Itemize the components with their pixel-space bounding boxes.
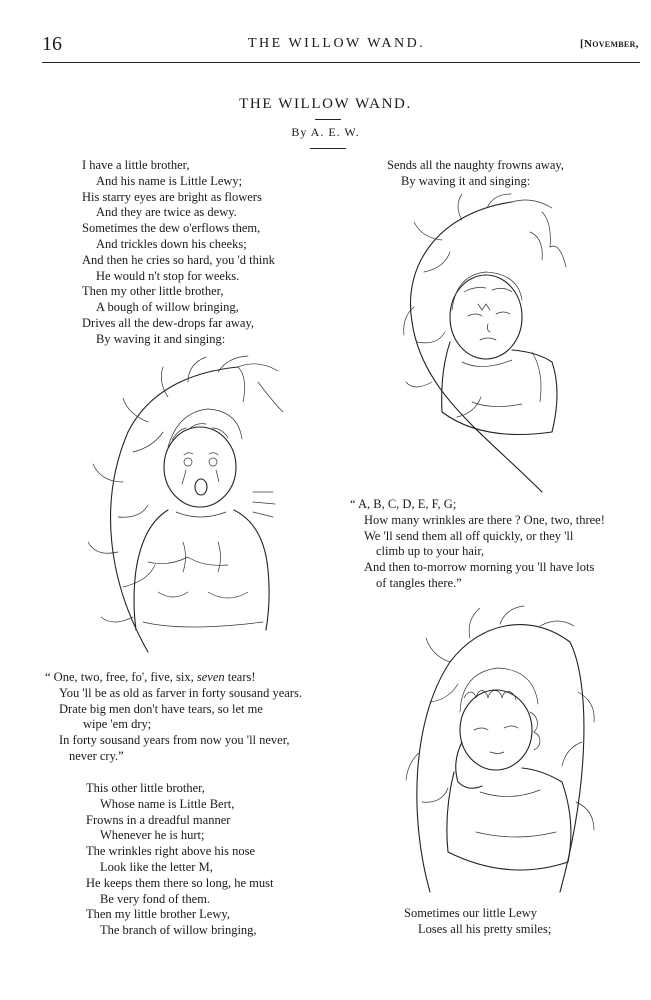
poem-line-text: And then to-morrow morning you 'll have lots [364, 560, 595, 575]
poem-line-text: Loses all his pretty smiles; [418, 921, 552, 936]
poem-line-text: Then my other little brother, [82, 284, 224, 299]
poem-line-text: Sometimes the dew o'erflows them, [82, 221, 261, 236]
poem-line-text: Whenever he is hurt; [100, 828, 205, 843]
emphasis-text: seven [196, 670, 225, 684]
poem-line-text: Sends all the naughty frowns away, [387, 158, 564, 172]
poem-line-text: Drate big men don't have tears, so let me [59, 701, 263, 716]
poem-line [45, 702, 302, 718]
chant-one-two [45, 670, 302, 765]
poem-line-text: Be very fond of them. [100, 891, 211, 906]
poem-line [387, 174, 564, 190]
poem-line-text: In forty sousand years from now you 'll never, [59, 733, 290, 748]
byline: By A. E. W. [291, 125, 360, 139]
poem-line-text: tears! [227, 670, 256, 684]
poem-line [350, 497, 605, 513]
poem-line [82, 316, 275, 332]
poem-line-text: By waving it and singing: [96, 331, 226, 346]
poem-line [82, 174, 275, 190]
poem-line [45, 670, 302, 686]
poem-line-text: How many wrinkles are there ? One, two, three! [364, 512, 605, 527]
poem-line-text: The branch of willow bringing, [100, 923, 257, 938]
poem-line [86, 813, 273, 829]
poem-line [82, 253, 275, 269]
poem-line [82, 221, 275, 237]
poem-line [86, 860, 273, 876]
crying-child-illustration [88, 352, 293, 660]
poem-line-text: Look like the letter M, [100, 859, 213, 874]
poem-line-text: never cry.” [69, 748, 124, 763]
willow-branch-icon [400, 602, 600, 902]
poem-line [350, 544, 605, 560]
poem-line [45, 717, 302, 733]
poem-line-text: A bough of willow bringing, [96, 300, 239, 315]
poem-line [82, 237, 275, 253]
right-stanza-top [387, 158, 564, 190]
poem-line [350, 576, 605, 592]
byline-rule [310, 148, 346, 149]
page-number: 16 [42, 33, 62, 55]
poem-line [86, 844, 273, 860]
poem-line-text: “ A, B, C, D, E, F, G; [350, 497, 457, 511]
poem-line-text: He would n't stop for weeks. [96, 268, 240, 283]
poem-line [404, 906, 551, 922]
poem-line-text: His starry eyes are bright as flowers [82, 189, 262, 204]
poem-line-text: “ One, two, free, fo', five, six, [45, 670, 194, 684]
poem-line-text: climb up to your hair, [376, 544, 485, 559]
poem-line-text: wipe 'em dry; [83, 717, 152, 732]
poem-line [86, 907, 273, 923]
poem-line [45, 686, 302, 702]
poem-line [45, 733, 302, 749]
poem-line-text: Drives all the dew-drops far away, [82, 315, 255, 330]
poem-line [45, 749, 302, 765]
poem-line-text: And trickles down his cheeks; [96, 236, 247, 251]
poem-line [82, 205, 275, 221]
poem-line [82, 332, 275, 348]
poem-line [350, 513, 605, 529]
poem-line [82, 158, 275, 174]
poem-line-text: And his name is Little Lewy; [96, 173, 243, 188]
poem-line-text: The wrinkles right above his nose [86, 844, 256, 859]
poem-line-text: This other little brother, [86, 781, 205, 795]
poem-line [86, 876, 273, 892]
poem-line [86, 781, 273, 797]
poem-line [82, 300, 275, 316]
running-title: THE WILLOW WAND. [248, 36, 426, 51]
header-rule [42, 62, 640, 63]
stanza-2 [86, 781, 273, 939]
article-title: THE WILLOW WAND. [239, 96, 412, 112]
right-stanza-bottom [404, 906, 551, 938]
page-header [0, 0, 651, 70]
poem-line [350, 529, 605, 545]
poem-line-text: Whose name is Little Bert, [100, 796, 235, 811]
poem-line-text: He keeps them there so long, he must [86, 875, 274, 890]
title-rule [315, 119, 341, 120]
poem-line-text: By waving it and singing: [401, 173, 531, 188]
pensive-child-illustration [400, 602, 600, 902]
poem-line [82, 284, 275, 300]
frowning-child-illustration [402, 192, 572, 497]
poem-line-text: And they are twice as dewy. [96, 205, 237, 220]
chant-abc [350, 497, 605, 592]
poem-line [82, 190, 275, 206]
poem-line [86, 828, 273, 844]
poem-line [404, 922, 551, 938]
poem-line [82, 269, 275, 285]
poem-line-text: We 'll send them all off quickly, or they 'll [364, 528, 574, 543]
poem-line-text: Then my little brother Lewy, [86, 907, 230, 922]
willow-branch-icon [88, 352, 293, 660]
issue-label: [November, [580, 38, 639, 50]
stanza-1 [82, 158, 275, 348]
poem-line [86, 923, 273, 939]
poem-line [387, 158, 564, 174]
poem-line-text: Sometimes our little Lewy [404, 906, 537, 920]
poem-line [86, 797, 273, 813]
poem-line-text: I have a little brother, [82, 158, 190, 172]
poem-line [350, 560, 605, 576]
poem-line-text: of tangles there.” [376, 575, 462, 590]
poem-line-text: Frowns in a dreadful manner [86, 812, 231, 827]
poem-line-text: You 'll be as old as farver in forty sousand years. [59, 685, 302, 700]
poem-line-text: And then he cries so hard, you 'd think [82, 252, 275, 267]
poem-line [86, 892, 273, 908]
willow-branch-icon [402, 192, 572, 497]
